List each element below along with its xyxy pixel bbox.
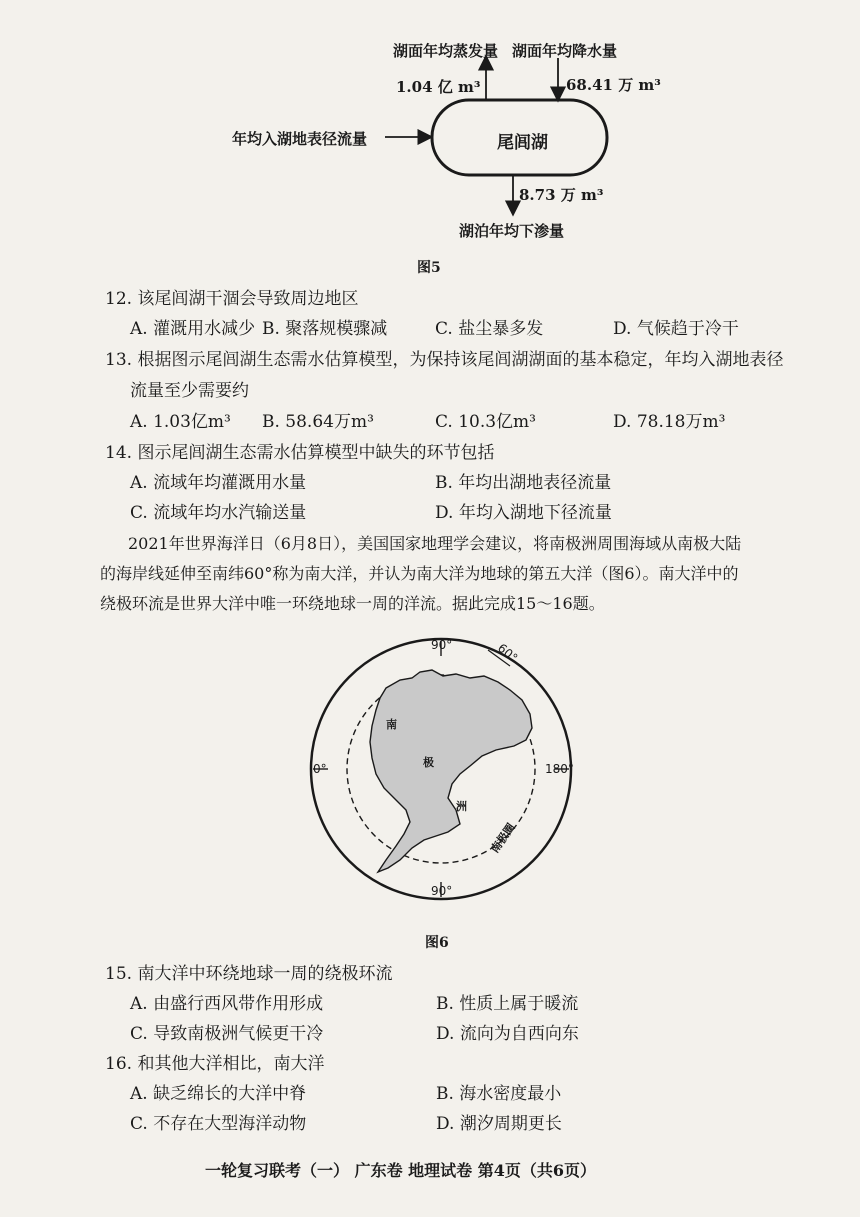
meridian-90-top: 90° [431, 638, 453, 652]
precipitation-value: 68.41 万 m³ [566, 76, 661, 94]
q12-option-b[interactable]: B. 聚落规模骤减 [262, 319, 388, 339]
q14-option-b[interactable]: B. 年均出湖地表径流量 [435, 473, 612, 493]
q13-option-d[interactable]: D. 78.18万m³ [613, 412, 726, 432]
map-char-nan: 南 [386, 718, 397, 731]
question-13-stem-line1: 13. 根据图示尾闾湖生态需水估算模型，为保持该尾闾湖湖面的基本稳定，年均入湖地表径 [105, 350, 784, 370]
question-14-stem: 14. 图示尾闾湖生态需水估算模型中缺失的环节包括 [105, 443, 495, 463]
q15-option-c[interactable]: C. 导致南极洲气候更干冷 [130, 1024, 324, 1044]
evaporation-value: 1.04 亿 m³ [396, 78, 481, 96]
question-15-stem: 15. 南大洋中环绕地球一周的绕极环流 [105, 964, 393, 984]
q13-option-b[interactable]: B. 58.64万m³ [262, 412, 374, 432]
q12-option-a[interactable]: A. 灌溉用水减少 [130, 319, 256, 339]
q16-option-c[interactable]: C. 不存在大型海洋动物 [130, 1114, 307, 1134]
figure6-caption: 图6 [425, 935, 449, 951]
page-footer: 一轮复习联考（一） 广东卷 地理试卷 第4页（共6页） [205, 1161, 596, 1180]
latitude-60-label: 60° [494, 640, 521, 666]
q12-option-c[interactable]: C. 盐尘暴多发 [435, 319, 544, 339]
intro-line-3: 绕极环流是世界大洋中唯一环绕地球一周的洋流。据此完成15～16题。 [100, 594, 605, 613]
meridian-90-bottom: 90° [431, 884, 453, 898]
q16-option-a[interactable]: A. 缺乏绵长的大洋中脊 [130, 1084, 307, 1104]
antarctic-circle-label: 南极圈 [488, 821, 518, 856]
map-char-ji: 极 [423, 756, 434, 769]
figure5-caption: 图5 [417, 260, 441, 276]
question-13-stem-line2: 流量至少需要约 [130, 381, 249, 401]
q15-option-d[interactable]: D. 流向为自西向东 [436, 1024, 579, 1044]
q16-option-d[interactable]: D. 潮汐周期更长 [436, 1114, 562, 1134]
precipitation-label: 湖面年均降水量 [512, 42, 618, 60]
question-12-stem: 12. 该尾闾湖干涸会导致周边地区 [105, 289, 359, 309]
question-16-stem: 16. 和其他大洋相比，南大洋 [105, 1054, 325, 1074]
meridian-0: 0° [313, 762, 327, 776]
q15-option-b[interactable]: B. 性质上属于暖流 [436, 994, 579, 1014]
seepage-value: 8.73 万 m³ [519, 186, 604, 204]
lake-label: 尾闾湖 [497, 133, 548, 153]
map-char-zhou: 洲 [456, 800, 467, 813]
evaporation-label: 湖面年均蒸发量 [393, 42, 499, 60]
intro-line-1: 2021年世界海洋日（6月8日），美国国家地理学会建议，将南极洲周围海域从南极大陆 [128, 534, 742, 553]
q15-option-a[interactable]: A. 由盛行西风带作用形成 [130, 994, 324, 1014]
inflow-label: 年均入湖地表径流量 [232, 130, 368, 148]
q14-option-a[interactable]: A. 流域年均灌溉用水量 [130, 473, 307, 493]
q16-option-b[interactable]: B. 海水密度最小 [436, 1084, 562, 1104]
q12-option-d[interactable]: D. 气候趋于冷干 [613, 319, 739, 339]
seepage-label: 湖泊年均下渗量 [459, 222, 565, 240]
meridian-180: 180° [545, 762, 574, 776]
intro-line-2: 的海岸线延伸至南纬60°称为南大洋，并认为南大洋为地球的第五大洋（图6）。南大洋中的 [100, 564, 739, 583]
q14-option-c[interactable]: C. 流域年均水汽输送量 [130, 503, 307, 523]
q14-option-d[interactable]: D. 年均入湖地下径流量 [435, 503, 612, 523]
q13-option-c[interactable]: C. 10.3亿m³ [435, 412, 536, 432]
q13-option-a[interactable]: A. 1.03亿m³ [130, 412, 231, 432]
